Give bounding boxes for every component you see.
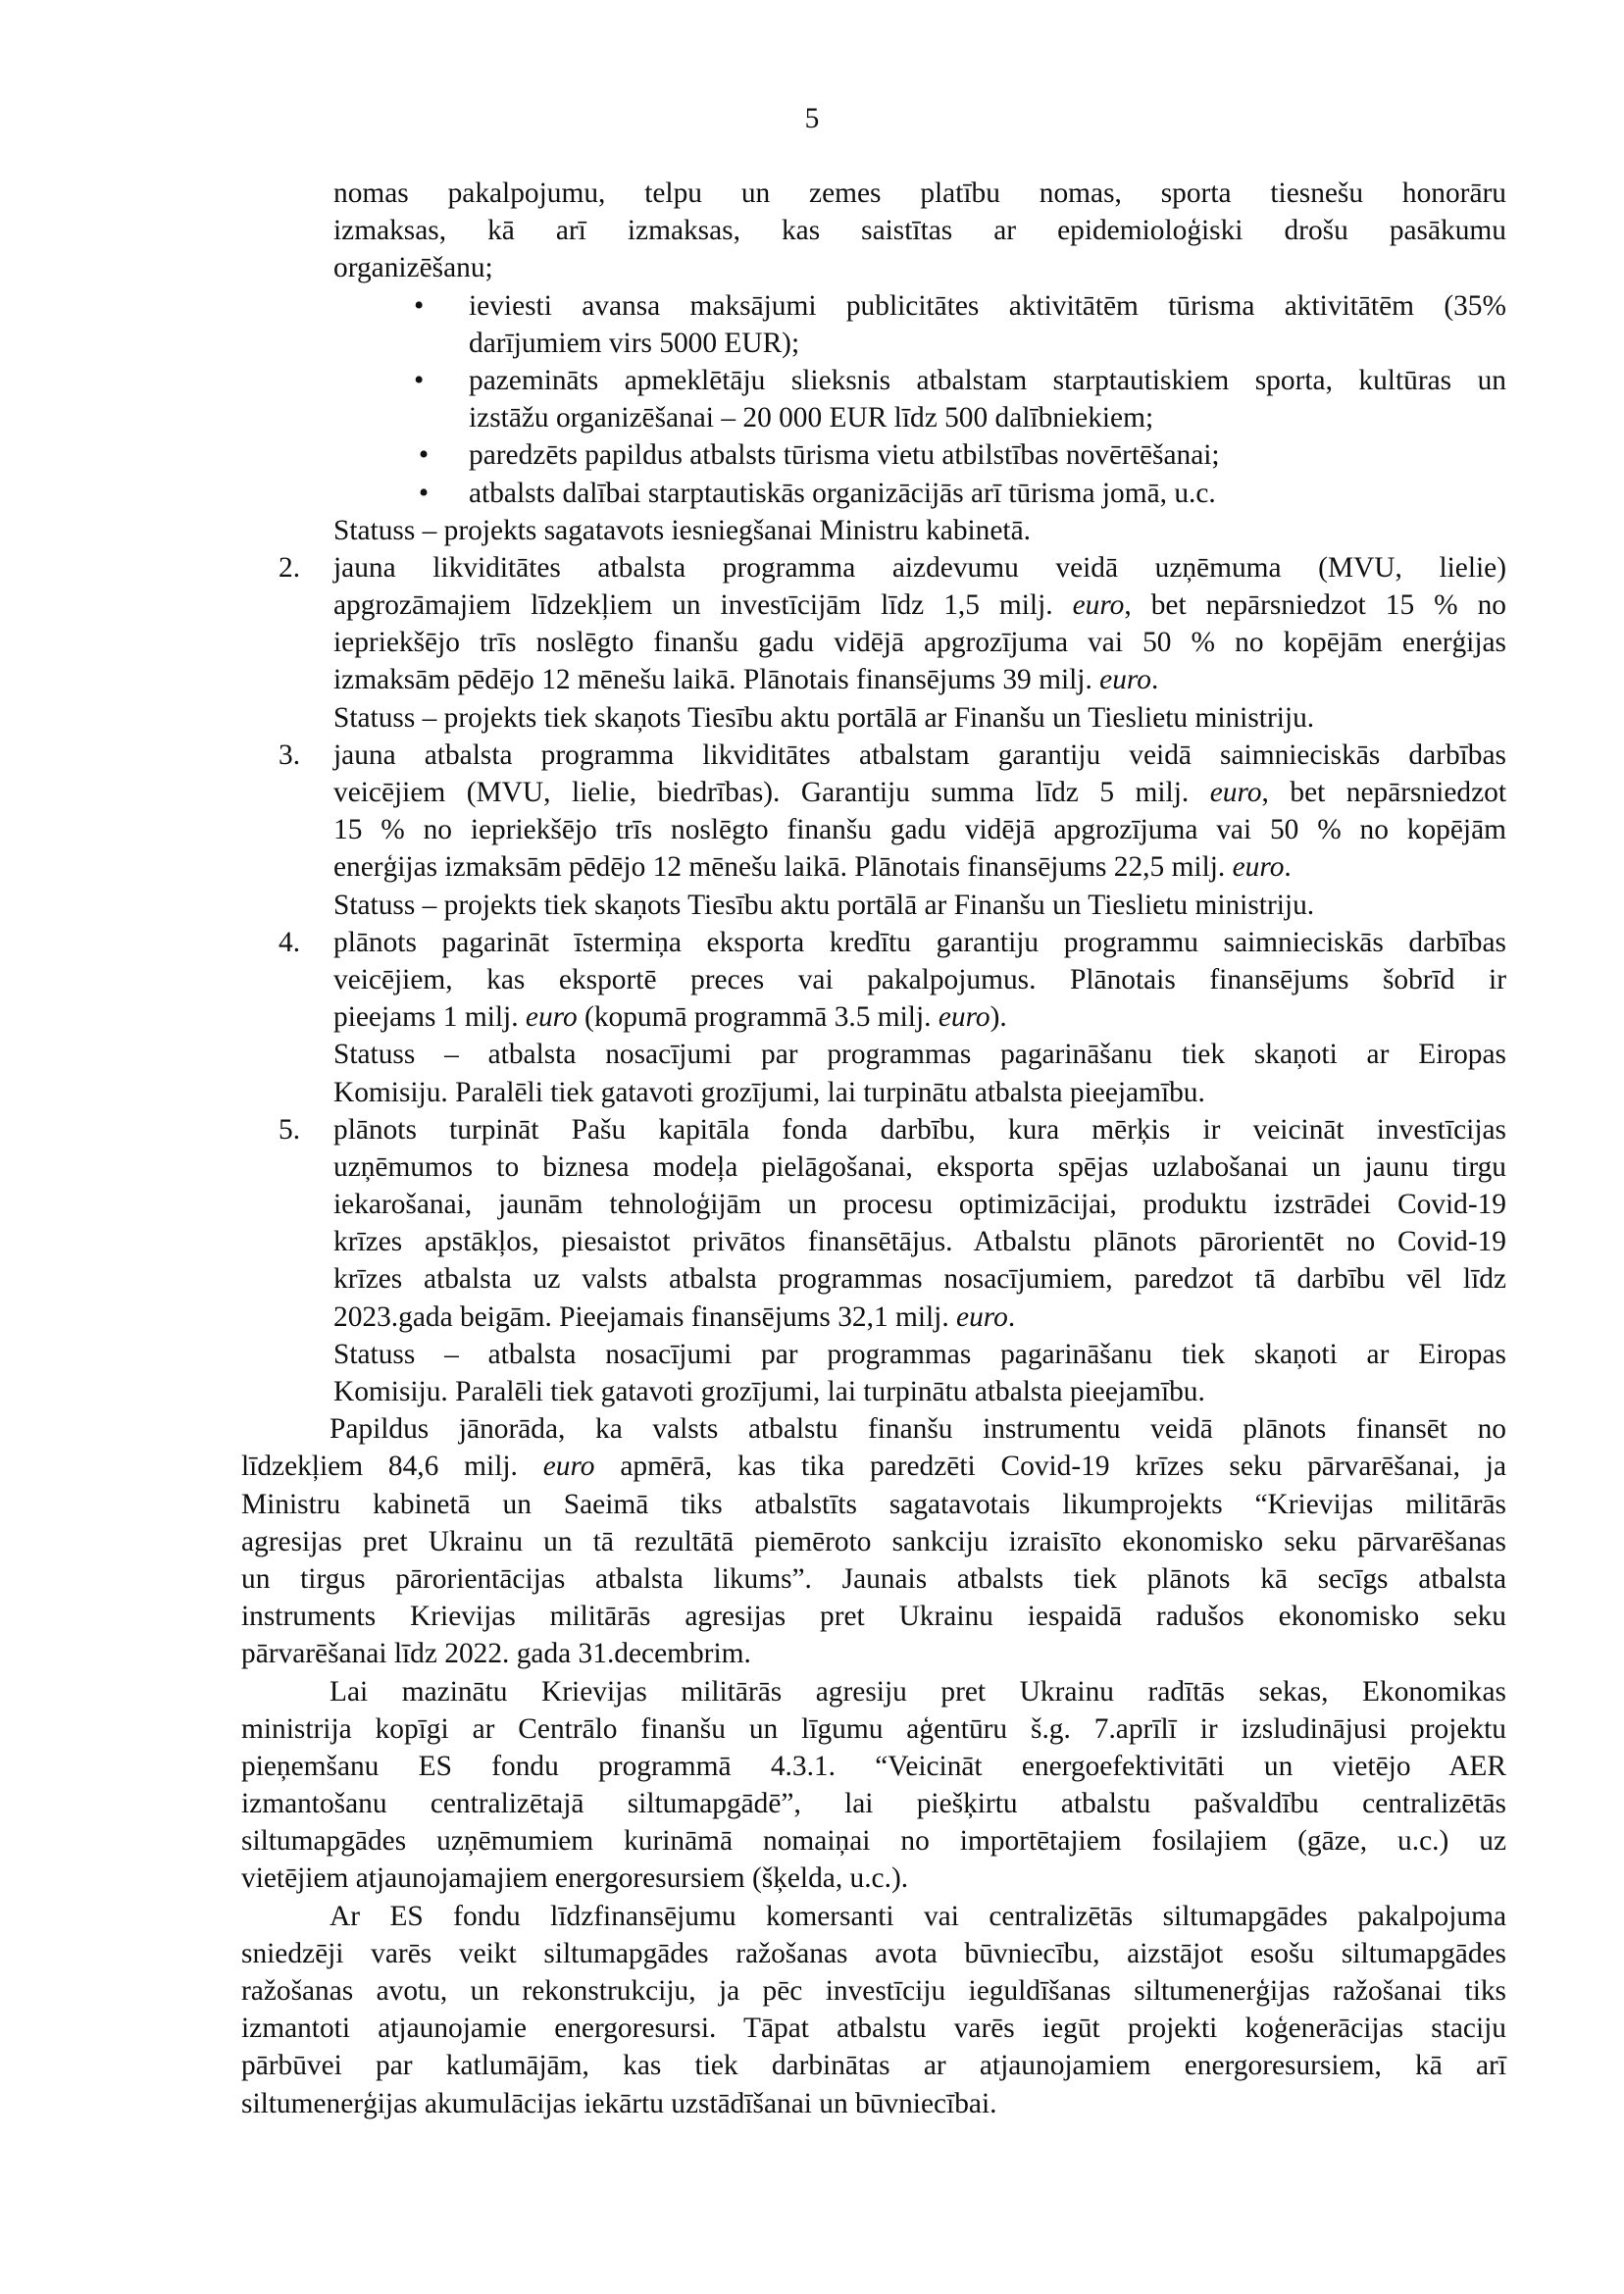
bullet-text: izstāžu organizēšanai – 20 000 EUR līdz 500 dalībniekiem; (469, 402, 1154, 434)
item-line (241, 1299, 1506, 1336)
bullet-text: ieviesti avansa maksājumi publicitātes aktivitātēm tūrisma aktivitātēm (35% (469, 289, 1506, 322)
bullet-item (241, 475, 1506, 512)
currency-euro: euro (1209, 777, 1262, 808)
status-line: Komisiju. Paralēli tiek gatavoti grozījumi, lai turpinātu atbalsta pieejamību. (333, 1376, 1205, 1407)
paragraph-line: vietējiem atjaunojamajiem energoresursiem (šķelda, u.c.). (241, 1862, 909, 1895)
paragraph-text: apmērā, kas tika paredzēti Covid-19 krīzes seku pārvarēšanai, ja (594, 1451, 1506, 1483)
bullet-text: atbalsts dalībai starptautiskās organizācijās arī tūrisma jomā, u.c. (469, 477, 1216, 509)
paragraph-line: Ministru kabinetā un Saeimā tiks atbalstīts sagatavotais likumprojekts “Krievijas militārās (241, 1488, 1506, 1520)
item-text: . (1007, 1300, 1016, 1333)
page-number: 5 (804, 103, 820, 134)
item-text: . (1150, 664, 1159, 696)
numbered-item-3 (241, 737, 1506, 924)
currency-euro: euro (938, 1001, 990, 1034)
paragraph-line: izmantošanu centralizētajā siltumapgādē”, lai piešķirtu atbalstu pašvaldību centralizētās (241, 1788, 1506, 1820)
item-line (241, 549, 1506, 586)
status-line: Statuss – projekts sagatavots iesniegšanai Ministru kabinetā. (333, 514, 1031, 546)
currency-euro: euro (542, 1451, 595, 1483)
paragraph-line: Lai mazinātu Krievijas militārās agresiju pret Ukrainu radītās sekas, Ekonomikas (330, 1675, 1506, 1708)
currency-euro: euro (1072, 589, 1125, 622)
bullet-list (241, 287, 1506, 512)
item-number: 3. (279, 739, 301, 771)
bullet-text: darījumiem virs 5000 EUR); (469, 327, 800, 359)
paragraph-3 (241, 1898, 1506, 2122)
item-text: jauna likviditātes atbalsta programma aizdevumu veidā uzņēmuma (MVU, lielie) (333, 551, 1506, 584)
item-line: 15 % no iepriekšējo trīs noslēgto finanšu gadu vidējā apgrozījuma vai 50 % no kopējām (333, 814, 1506, 846)
paragraph-line: ražošanas avotu, un rekonstrukciju, ja pēc investīciju ieguldīšanas siltumenerģijas ražošanai tiks (241, 1975, 1506, 2007)
item-line (241, 1111, 1506, 1148)
item-text: plānots turpināt Pašu kapitāla fonda darbību, kura mērķis ir veicināt investīcijas (333, 1113, 1506, 1146)
item-number: 2. (279, 551, 301, 584)
status-line: Statuss – atbalsta nosacījumi par programmas pagarināšanu tiek skaņoti ar Eiropas (333, 1039, 1506, 1071)
item-line (241, 848, 1506, 886)
currency-euro: euro (1232, 851, 1285, 884)
item-line: uzņēmumos to biznesa modeļa pielāgošanai, eksporta spējas uzlabošanai un jaunu tirgu (333, 1150, 1506, 1183)
paragraph-line: Ar ES fondu līdzfinansējumu komersanti vai centralizētās siltumapgādes pakalpojuma (330, 1900, 1506, 1932)
item-line (241, 924, 1506, 961)
status-line: Statuss – projekts tiek skaņots Tiesību aktu portālā ar Finanšu un Tieslietu ministriju. (333, 701, 1315, 734)
bullet-item-continuation (241, 325, 1506, 362)
bullet-item-continuation (241, 399, 1506, 436)
currency-euro: euro (956, 1300, 1008, 1333)
item-line (241, 737, 1506, 774)
paragraph-line: pārvarēšanai līdz 2022. gada 31.decembrim. (241, 1638, 751, 1670)
status-line: Komisiju. Paralēli tiek gatavoti grozījumi, lai turpinātu atbalsta pieejamību. (333, 1076, 1205, 1108)
bullet-item (241, 287, 1506, 325)
paragraph-1 (241, 1410, 1506, 1672)
item-text: apgrozāmajiem līdzekļiem un investīcijām līdz 1,5 milj. (333, 589, 1073, 622)
item-text: jauna atbalsta programma likviditātes atbalstam garantiju veidā saimnieciskās darbības (333, 739, 1506, 771)
item-text: , bet nepārsniedzot (1261, 777, 1506, 808)
item-text: , bet nepārsniedzot 15 % no (1124, 589, 1506, 622)
bullet-item (241, 436, 1506, 474)
bullet-text: pazemināts apmeklētāju slieksnis atbalstam starptautiskiem sporta, kultūras un (469, 364, 1506, 396)
item-text: 2023.gada beigām. Pieejamais finansējums 32,1 milj. (333, 1300, 957, 1333)
item-number: 4. (279, 926, 301, 958)
currency-euro: euro (1099, 664, 1151, 696)
item-text: (kopumā programmā 3.5 milj. (577, 1001, 939, 1034)
paragraph-line: siltumenerģijas akumulācijas iekārtu uzstādīšanai un būvniecībai. (241, 2087, 997, 2119)
bullet-icon: • (418, 477, 430, 509)
bullet-icon: • (414, 289, 425, 322)
item-line (241, 998, 1506, 1036)
paragraph-line: siltumapgādes uzņēmumiem kurināmā nomaiņai no importētajiem fosilajiem (gāze, u.c.) uz (241, 1825, 1506, 1858)
bullet-item (241, 362, 1506, 399)
item-line (241, 661, 1506, 698)
item-text: plānots pagarināt īstermiņa eksporta kredītu garantiju programmu saimnieciskās darbības (333, 926, 1506, 958)
item-line: iepriekšējo trīs noslēgto finanšu gadu vidējā apgrozījuma vai 50 % no kopējām enerģijas (333, 627, 1506, 659)
text-line: nomas pakalpojumu, telpu un zemes platību nomas, sporta tiesnešu honorāru (333, 178, 1506, 209)
currency-euro: euro (525, 1001, 578, 1034)
paragraph-text: līdzekļiem 84,6 milj. (241, 1451, 543, 1483)
item-line (241, 586, 1506, 624)
bullet-icon: • (418, 439, 430, 472)
item-line: iekarošanai, jaunām tehnoloģijām un procesu optimizācijai, produktu izstrādei Covid-19 (333, 1189, 1506, 1221)
paragraph-2 (241, 1673, 1506, 1898)
item-text: enerģijas izmaksām pēdējo 12 mēnešu laikā. Plānotais finansējums 22,5 milj. (333, 851, 1233, 884)
paragraph-line: sniedzēji varēs veikt siltumapgādes ražošanas avota būvniecību, aizstājot esošu siltumapgādes (241, 1937, 1506, 1969)
item-text: veicējiem (MVU, lielie, biedrības). Garantiju summa līdz 5 milj. (333, 777, 1210, 808)
text-line: izmaksas, kā arī izmaksas, kas saistītas ar epidemioloģiski drošu pasākumu (333, 215, 1506, 247)
item-line: krīzes atbalsta uz valsts atbalsta programmas nosacījumiem, paredzot tā darbību vēl līdz (333, 1263, 1506, 1296)
status-line: Statuss – projekts tiek skaņots Tiesību aktu portālā ar Finanšu un Tieslietu ministriju. (333, 889, 1315, 921)
paragraph-line: instruments Krievijas militārās agresijas pret Ukrainu iespaidā radušos ekonomisko seku (241, 1601, 1506, 1633)
item-line: krīzes apstākļos, piesaistot privātos finansētājus. Atbalstu plānots pārorientēt no Covid-19 (333, 1226, 1506, 1258)
bullet-text: paredzēts papildus atbalsts tūrisma vietu atbilstības novērtēšanai; (469, 439, 1220, 472)
item-text: ). (990, 1001, 1007, 1034)
numbered-item-5 (241, 1111, 1506, 1411)
numbered-item-4 (241, 924, 1506, 1111)
item-text: . (1284, 851, 1292, 884)
paragraph-line: pārbūvei par katlumājām, kas tiek darbinātas ar atjaunojamiem energoresursiem, kā arī (241, 2050, 1506, 2082)
paragraph-line: Papildus jānorāda, ka valsts atbalstu finanšu instrumentu veidā plānots finansēt no (330, 1413, 1506, 1446)
continuation-text (241, 175, 1506, 287)
bullet-icon: • (414, 364, 425, 396)
item-line: veicējiem, kas eksportē preces vai pakalpojumus. Plānotais finansējums šobrīd ir (333, 963, 1506, 995)
item-text: izmaksām pēdējo 12 mēnešu laikā. Plānotais finansējums 39 milj. (333, 664, 1100, 696)
document-body (241, 175, 1506, 2122)
paragraph-line (241, 1448, 1506, 1485)
paragraph-line: un tirgus pārorientācijas atbalsta likums”. Jaunais atbalsts tiek plānots kā secīgs atbalsta (241, 1562, 1506, 1595)
item-text: pieejams 1 milj. (333, 1001, 526, 1034)
item-number: 5. (279, 1113, 301, 1146)
numbered-item-2 (241, 549, 1506, 737)
paragraph-line: pieņemšanu ES fondu programmā 4.3.1. “Veicināt energoefektivitāti un vietējo AER (241, 1750, 1506, 1782)
item-line (241, 774, 1506, 811)
paragraph-line: izmantoti atjaunojamie energoresursi. Tāpat atbalstu varēs iegūt projekti koģenerācijas staciju (241, 2013, 1506, 2045)
paragraph-line: ministrija kopīgi ar Centrālo finanšu un līgumu aģentūru š.g. 7.aprīlī ir izsludinājusi projektu (241, 1712, 1506, 1745)
status-line: Statuss – atbalsta nosacījumi par programmas pagarināšanu tiek skaņoti ar Eiropas (333, 1338, 1506, 1370)
paragraph-line: agresijas pret Ukrainu un tā rezultātā piemēroto sankciju izraisīto ekonomisko seku pārvarēšanas (241, 1525, 1506, 1557)
text-line: organizēšanu; (333, 252, 493, 284)
